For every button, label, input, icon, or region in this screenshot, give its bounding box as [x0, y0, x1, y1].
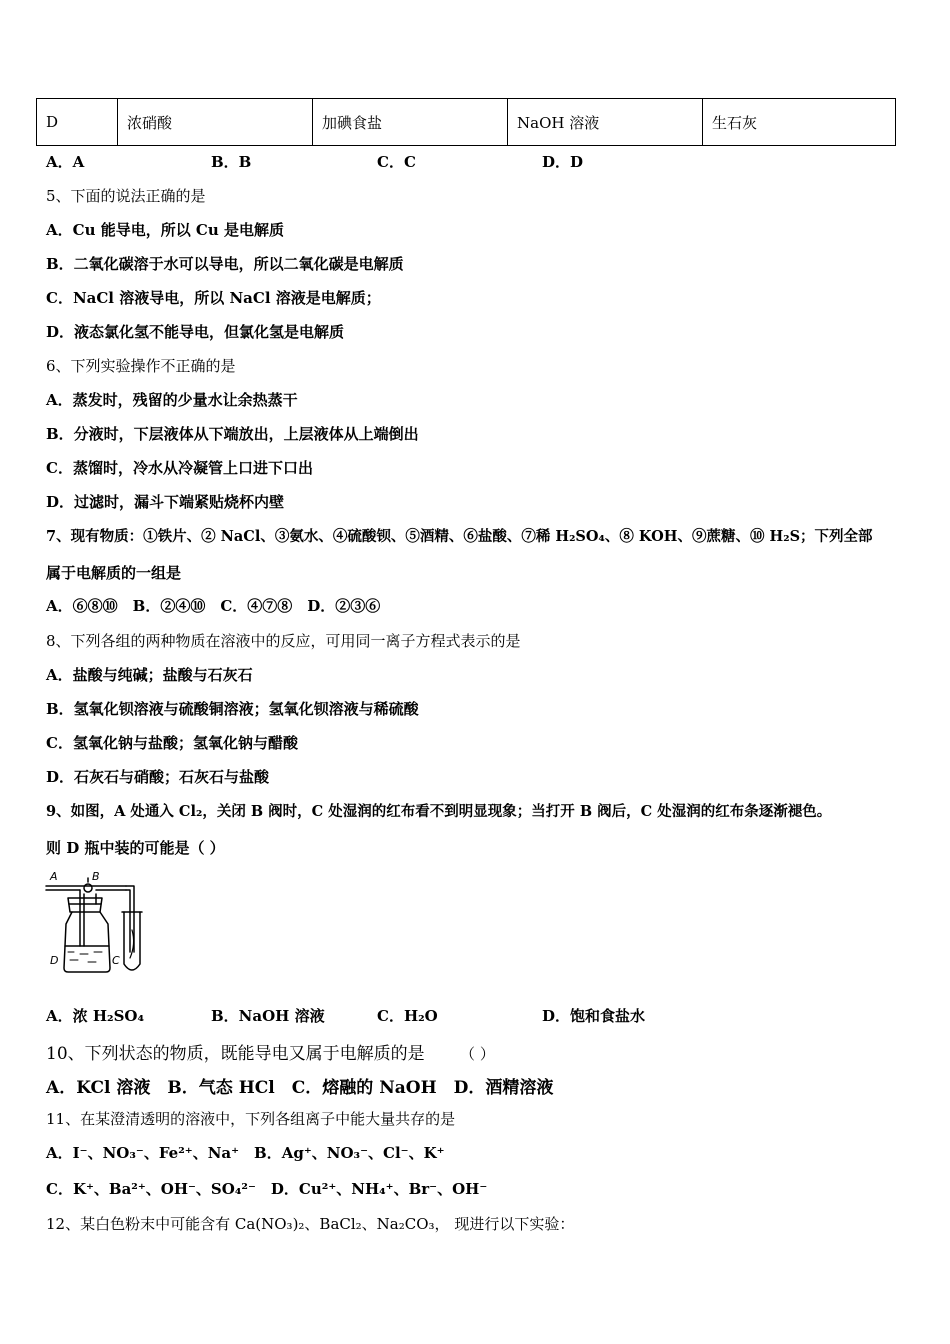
q4-option-a: A．A [46, 153, 85, 171]
q4-option-b: B．B [211, 153, 252, 171]
q12-stem: 12、某白色粉末中可能含有 Ca(NO₃)₂、BaCl₂、Na₂CO₃， 现进行以下实验： [46, 1215, 575, 1233]
q8-option-c: C．氢氧化钠与盐酸；氢氧化钠与醋酸 [46, 734, 298, 752]
answer-table [36, 98, 896, 146]
q7-stem-line2: 属于电解质的一组是 [46, 564, 182, 582]
q6-stem: 6、下列实验操作不正确的是 [46, 357, 236, 375]
q5-option-d: D．液态氯化氢不能导电，但氯化氢是电解质 [46, 323, 345, 341]
table-cell: NaOH 溶液 [508, 99, 703, 146]
q9-option-c: C．H₂O [377, 1007, 438, 1025]
q9-option-a: A．浓 H₂SO₄ [46, 1007, 145, 1025]
q11-options-line1: A．I⁻、NO₃⁻、Fe²⁺、Na⁺ B．Ag⁺、NO₃⁻、Cl⁻、K⁺ [46, 1144, 445, 1162]
q4-option-d: D．D [542, 153, 584, 171]
gas-washing-apparatus-figure [44, 868, 154, 980]
q9-option-d: D．饱和食盐水 [542, 1007, 646, 1025]
figure-label-b: B [92, 870, 100, 883]
figure-label-d: D [50, 954, 59, 967]
q9-stem-line1: 9、如图，A 处通入 Cl₂，关闭 B 阀时，C 处湿润的红布看不到明显现象；当打开 B 阀后，C 处湿润的红布条逐渐褪色。 [46, 803, 832, 820]
q10-options: A．KCl 溶液 B．气态 HCl C．熔融的 NaOH D．酒精溶液 [46, 1078, 554, 1098]
q9-stem-line2: 则 D 瓶中装的可能是（ ） [46, 839, 225, 857]
q5-option-a: A．Cu 能导电，所以 Cu 是电解质 [46, 221, 284, 239]
q4-option-c: C．C [377, 153, 416, 171]
q8-option-a: A．盐酸与纯碱；盐酸与石灰石 [46, 666, 253, 684]
q5-option-b: B．二氧化碳溶于水可以导电，所以二氧化碳是电解质 [46, 255, 404, 273]
q5-stem: 5、下面的说法正确的是 [46, 187, 206, 205]
figure-label-a: A [50, 870, 58, 883]
figure-label-c: C [112, 954, 120, 967]
table-cell: 生石灰 [703, 99, 896, 146]
table-cell: 浓硝酸 [118, 99, 313, 146]
q10-stem-text: 10、下列状态的物质，既能导电又属于电解质的是 [46, 1044, 425, 1064]
q8-option-b: B．氢氧化钡溶液与硫酸铜溶液；氢氧化钡溶液与稀硫酸 [46, 700, 419, 718]
q7-options: A．⑥⑧⑩ B．②④⑩ C．④⑦⑧ D．②③⑥ [46, 597, 381, 615]
table-cell: D [37, 99, 118, 146]
q10-stem [46, 1039, 495, 1064]
q10-answer-blank: （ ） [460, 1045, 495, 1063]
table-cell: 加碘食盐 [313, 99, 508, 146]
q8-stem: 8、下列各组的两种物质在溶液中的反应，可用同一离子方程式表示的是 [46, 632, 521, 650]
q6-option-c: C．蒸馏时，冷水从冷凝管上口进下口出 [46, 459, 313, 477]
q8-option-d: D．石灰石与硝酸；石灰石与盐酸 [46, 768, 270, 786]
q6-option-b: B．分液时，下层液体从下端放出，上层液体从上端倒出 [46, 425, 419, 443]
table-row [37, 99, 896, 146]
q5-option-c: C．NaCl 溶液导电，所以 NaCl 溶液是电解质； [46, 289, 381, 307]
q11-options-line2: C．K⁺、Ba²⁺、OH⁻、SO₄²⁻ D．Cu²⁺、NH₄⁺、Br⁻、OH⁻ [46, 1180, 488, 1198]
q6-option-d: D．过滤时，漏斗下端紧贴烧杯内壁 [46, 493, 285, 511]
q7-stem-line1: 7、现有物质：①铁片、② NaCl、③氨水、④硫酸钡、⑤酒精、⑥盐酸、⑦稀 H₂SO₄、⑧ KOH、⑨蔗糖、⑩ H₂S；下列全部 [46, 528, 873, 545]
q6-option-a: A．蒸发时，残留的少量水让余热蒸干 [46, 391, 298, 409]
q9-option-b: B．NaOH 溶液 [211, 1007, 325, 1025]
q11-stem: 11、在某澄清透明的溶液中，下列各组离子中能大量共存的是 [46, 1110, 456, 1128]
